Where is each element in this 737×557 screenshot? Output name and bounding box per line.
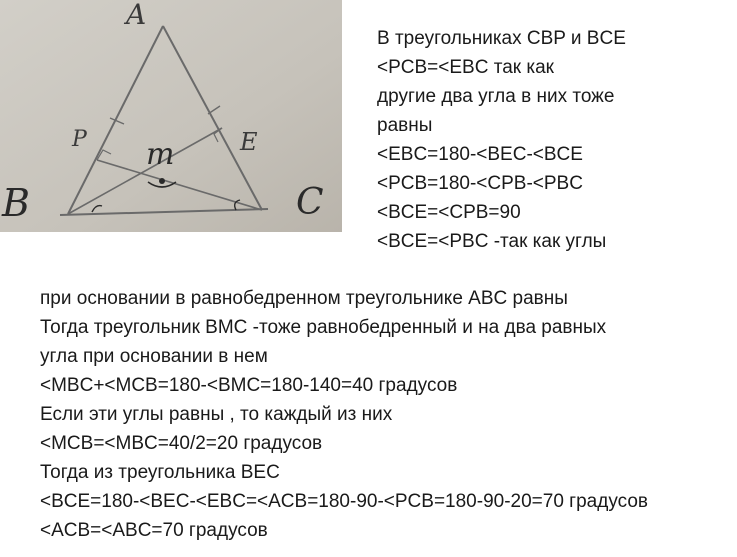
solution-text-bottom — [40, 284, 732, 545]
label-e: E — [240, 128, 258, 156]
text-line: В треугольниках CBP и BCE — [377, 28, 626, 49]
text-line: <MCB=<MBC=40/2=20 градусов — [40, 433, 323, 454]
text-line: угла при основании в нем — [40, 346, 268, 367]
point-m-dot — [159, 178, 165, 184]
text-line: <PCB=<EBC так как — [377, 57, 554, 78]
label-b: B — [2, 181, 30, 225]
text-line: при основании в равнобедренном треугольнике ABC равны — [40, 288, 568, 309]
text-line: Если эти углы равны , то каждый из них — [40, 404, 393, 425]
text-line: <PCB=180-<CPB-<PBC — [377, 173, 583, 194]
text-line: <BCE=<PBC -так как углы — [377, 231, 607, 252]
text-line: <BCE=<CPB=90 — [377, 202, 521, 223]
text-line: равны — [377, 115, 433, 136]
label-a: A — [126, 0, 147, 31]
text-line: другие два угла в них тоже — [377, 86, 615, 107]
label-c: C — [296, 182, 324, 223]
text-line: <ACB=<ABC=70 градусов — [40, 520, 268, 541]
triangle-photo — [0, 0, 342, 232]
triangle-drawing — [0, 0, 342, 232]
paper-background — [0, 0, 342, 232]
text-line: <MBC+<MCB=180-<BMC=180-140=40 градусов — [40, 375, 458, 396]
text-line: Тогда треугольник BMC -тоже равнобедренный и на два равных — [40, 317, 607, 338]
text-line: <EBC=180-<BEC-<BCE — [377, 144, 583, 165]
solution-text-right — [377, 24, 732, 256]
label-m: m — [146, 137, 175, 172]
text-line: Тогда из треугольника BEC — [40, 462, 280, 483]
text-line: <BCE=180-<BEC-<EBC=<ACB=180-90-<PCB=180-90-20=70 градусов — [40, 491, 648, 512]
label-p: P — [72, 127, 87, 152]
